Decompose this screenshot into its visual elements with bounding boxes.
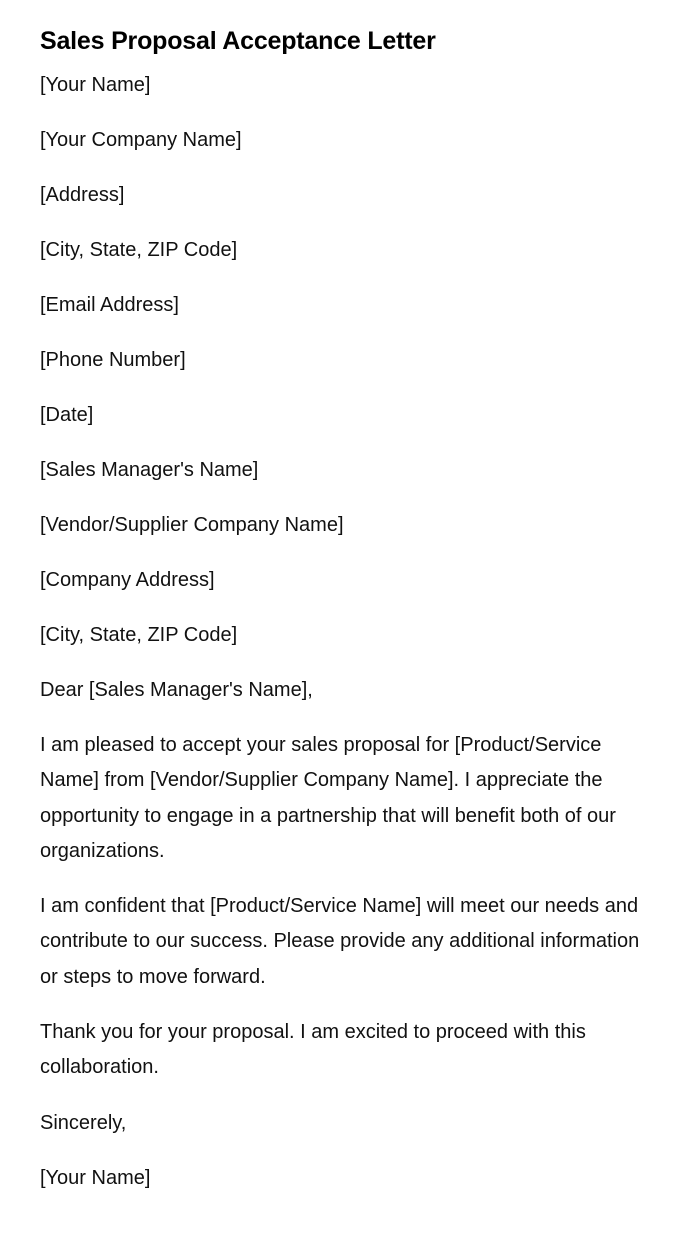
salutation: Dear [Sales Manager's Name], [40, 679, 313, 701]
recipient-company: [Vendor/Supplier Company Name] [40, 514, 344, 536]
sender-address: [Address] [40, 184, 125, 206]
letter-date: [Date] [40, 404, 94, 426]
signature: [Your Name] [40, 1166, 151, 1189]
sender-city-state-zip: [City, State, ZIP Code] [40, 239, 238, 261]
body-paragraph: Thank you for your proposal. I am excited to proceed with this collaboration. [40, 1021, 586, 1079]
sender-phone: [Phone Number] [40, 349, 186, 371]
sender-name: [Your Name] [40, 74, 151, 96]
body-paragraph: I am confident that [Product/Service Name] will meet our needs and contribute to our success. Please provide any additional information or steps to move forward. [40, 895, 640, 988]
closing: Sincerely, [40, 1111, 127, 1134]
recipient-city-state-zip: [City, State, ZIP Code] [40, 624, 238, 646]
sender-company: [Your Company Name] [40, 129, 242, 151]
recipient-address: [Company Address] [40, 569, 215, 591]
sender-email: [Email Address] [40, 294, 179, 316]
recipient-name: [Sales Manager's Name] [40, 459, 259, 481]
body-paragraph: I am pleased to accept your sales proposal for [Product/Service Name] from [Vendor/Supplier Company Name]. I appreciate the opportunity to engage in a partnership that will benefit both of our organizations. [40, 734, 616, 862]
document-title: Sales Proposal Acceptance Letter [40, 27, 436, 55]
